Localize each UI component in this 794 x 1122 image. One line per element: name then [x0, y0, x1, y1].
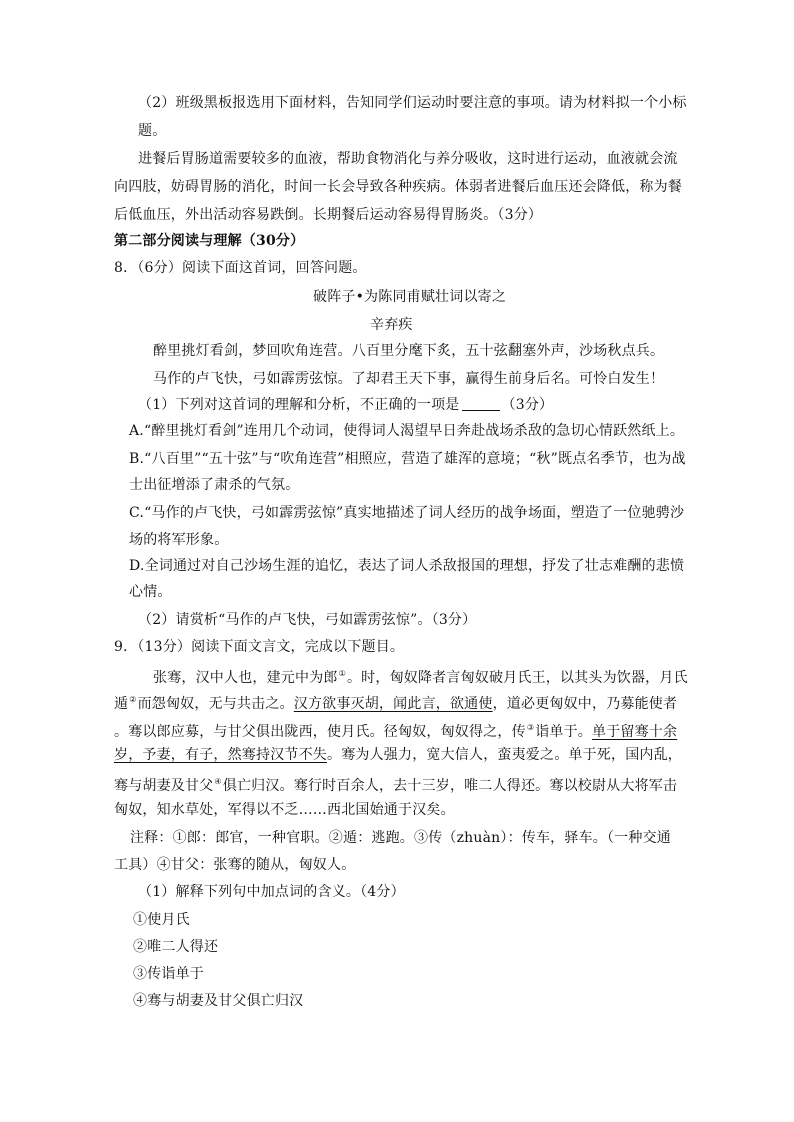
q7-2-material-line3: 后低血压，外出活动容易跌倒。长期餐后运动容易得胃肠炎。（3分） — [114, 207, 543, 223]
q8-option-a: A.“醉里挑灯看剑”连用几个动词，使得词人渴望早日奔赴战场杀敌的急切心情跃然纸上。 — [129, 423, 685, 439]
notes-line2: 工具）④甘父：张骞的随从，匈奴人。 — [114, 857, 356, 873]
passage-line1: 张骞，汉中人也，建元中为郎①。时，匈奴降者言匈奴破月氏王，以其头为饮器，月氏 — [153, 669, 688, 686]
notes-line1: 注释：①郎：郎官，一种官职。②遁：逃跑。③传（zhuàn）：传车，驿车。（一种交通 — [130, 830, 671, 846]
note-mark-4: ④ — [214, 777, 222, 786]
q8-option-b-line1: B.“八百里”“五十弦”与“吹角连营”相照应，营造了雄浑的意境；“秋”既点名季节，也为战 — [129, 451, 686, 467]
q9-1-item1: ①使月氏 — [133, 912, 190, 928]
q9-1-prompt: （1）解释下列句中加点词的含义。（4分） — [138, 884, 405, 900]
q9-1-item2: ②唯二人得还 — [133, 939, 219, 955]
poem-line2: 马作的卢飞快，弓如霹雳弦惊。了却君王天下事，赢得生前身后名。可怜白发生！ — [153, 371, 665, 387]
note-mark-3: ③ — [526, 723, 535, 732]
q7-2-prompt-line1: （2）班级黑板报选用下面材料，告知同学们运动时要注意的事项。请为材料拟一个小标 — [138, 95, 687, 111]
passage-line2: 遁②而怨匈奴，无与共击之。汉方欲事灭胡，闻此言，欲通使，道必更匈奴中，乃募能使者 — [114, 695, 678, 712]
passage-line3: 。骞以郎应募，与甘父俱出陇西，使月氏。径匈奴，匈奴得之，传③诣单于。单于留骞十余 — [114, 723, 678, 740]
q8-stem: 8．（6分）阅读下面这首词，回答问题。 — [114, 260, 367, 276]
note-mark-1: ① — [338, 669, 346, 678]
q8-option-c-line2: 场的将军形象。 — [129, 532, 229, 548]
q7-2-material-line2: 向四肢，妨碍胃肠的消化，时间一长会导致各种疾病。体弱者进餐后血压还会降低，称为餐 — [114, 179, 682, 195]
q8-option-d-line2: 心情。 — [129, 584, 172, 600]
q9-1-item4: ④骞与胡妻及甘父俱亡归汉 — [133, 993, 304, 1009]
q8-option-c-line1: C.“马作的卢飞快，弓如霹雳弦惊”真实地描述了词人经历的战争场面，塑造了一位驰骋沙 — [129, 505, 685, 521]
q7-2-prompt-line2: 题。 — [138, 123, 167, 139]
q9-stem: 9．（13分）阅读下面文言文，完成以下题目。 — [114, 639, 405, 655]
q9-1-item3: ③传诣单于 — [133, 966, 204, 982]
section-heading: 第二部分阅读与理解（30分） — [114, 233, 305, 249]
note-mark-2: ② — [129, 695, 137, 704]
q8-option-d-line1: D.全词通过对自己沙场生涯的追忆，表达了词人杀敌报国的理想，抒发了壮志难酬的悲愤 — [129, 558, 685, 574]
poem-title: 破阵子•为陈同甫赋壮词以寄之 — [313, 289, 507, 305]
answer-blank[interactable] — [462, 396, 500, 411]
passage-line5: 骞与胡妻及甘父④俱亡归汉。骞行时百余人，去十三岁，唯二人得还。骞以校尉从大将军击 — [114, 777, 678, 794]
q8-1-prompt: （1）下列对这首词的理解和分析，不正确的一项是 （3分） — [138, 397, 554, 413]
passage-line6: 匈奴，知水草处，军得以不乏……西北国始通于汉矣。 — [114, 802, 455, 818]
q7-2-material-line1: 进餐后胃肠道需要较多的血液，帮助食物消化与养分吸收，这时进行运动，血液就会流 — [138, 151, 678, 167]
poem-line1: 醉里挑灯看剑，梦回吹角连营。八百里分麾下炙，五十弦翻塞外声，沙场秋点兵。 — [153, 343, 665, 359]
q8-option-b-line2: 士出征增添了肃杀的气氛。 — [129, 477, 300, 493]
poem-author: 辛弃疾 — [370, 317, 413, 333]
passage-line4: 岁，予妻，有子，然骞持汉节不失。骞为人强力，宽大信人，蛮夷爱之。单于死，国内乱， — [114, 747, 682, 763]
q8-2-prompt: （2）请赏析“马作的卢飞快，弓如霹雳弦惊”。（3分） — [138, 612, 477, 628]
